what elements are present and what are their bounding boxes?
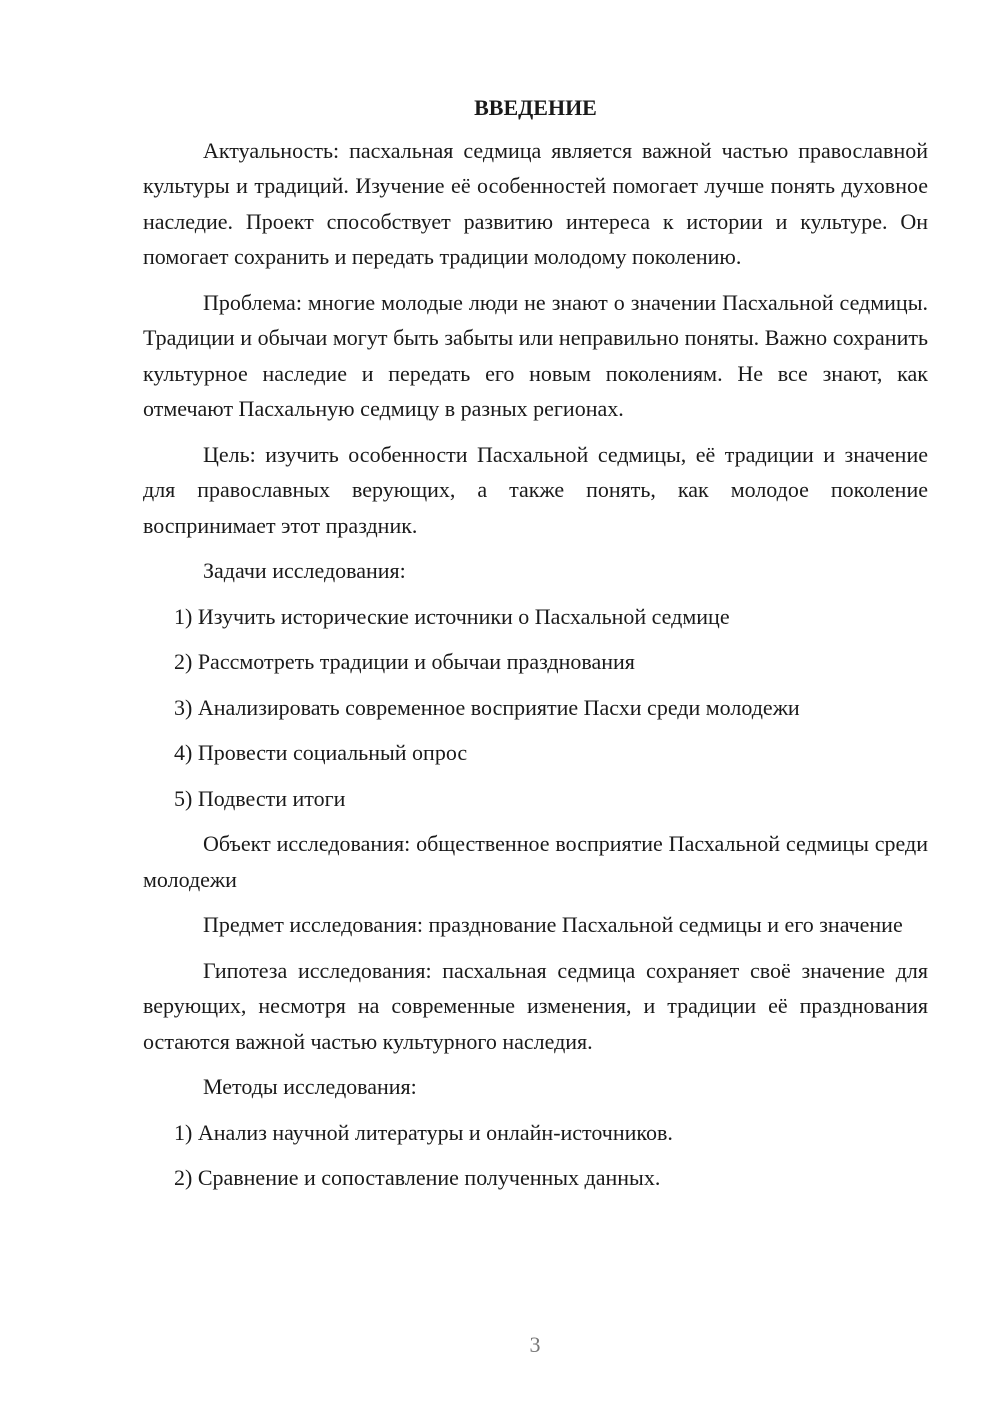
list-item: 3) Анализировать современное восприятие Пасхи среди молодежи — [174, 694, 800, 720]
tasks-list — [143, 599, 928, 817]
list-item: 1) Анализ научной литературы и онлайн-источников. — [174, 1119, 673, 1145]
list-item: 4) Провести социальный опрос — [174, 740, 468, 765]
relevance-paragraph: Актуальность: пасхальная седмица является важной частью православной культуры и традиций. Изучение её особенностей помогает лучше понять духовное наследие. Проект способствует развитию интереса к истории и культуре. Он помогает сохранить и передать традиции молодому поколению. — [143, 137, 928, 269]
problem-paragraph: Проблема: многие молодые люди не знают о значении Пасхальной седмицы. Традиции и обычаи могут быть забыты или неправильно поняты. Важно сохранить культурное наследие и передать его новым поколениям. Не все знают, как отмечают Пасхальную седмицу в разных регионах. — [143, 289, 928, 421]
goal-paragraph: Цель: изучить особенности Пасхальной седмицы, её традиции и значение для православных верующих, а также понять, как молодое поколение воспринимает этот праздник. — [143, 441, 928, 538]
page-number: 3 — [529, 1332, 541, 1357]
list-item: 2) Рассмотреть традиции и обычаи празднования — [174, 649, 635, 674]
subject-paragraph: Предмет исследования: празднование Пасхальной седмицы и его значение — [203, 912, 903, 937]
methods-list — [143, 1115, 928, 1196]
document-page — [143, 90, 928, 1206]
list-item: 1) Изучить исторические источники о Пасхальной седмице — [174, 603, 730, 629]
tasks-label: Задачи исследования: — [203, 558, 406, 583]
list-item: 5) Подвести итоги — [174, 785, 346, 811]
methods-label: Методы исследования: — [203, 1074, 417, 1099]
page-heading: ВВЕДЕНИЕ — [474, 95, 597, 120]
object-paragraph: Объект исследования: общественное восприятие Пасхальной седмицы среди молодежи — [143, 831, 928, 892]
list-item: 2) Сравнение и сопоставление полученных данных. — [174, 1165, 661, 1190]
hypothesis-paragraph: Гипотеза исследования: пасхальная седмица сохраняет своё значение для верующих, несмотря на современные изменения, и традиции её празднования остаются важной частью культурного наследия. — [143, 957, 928, 1054]
